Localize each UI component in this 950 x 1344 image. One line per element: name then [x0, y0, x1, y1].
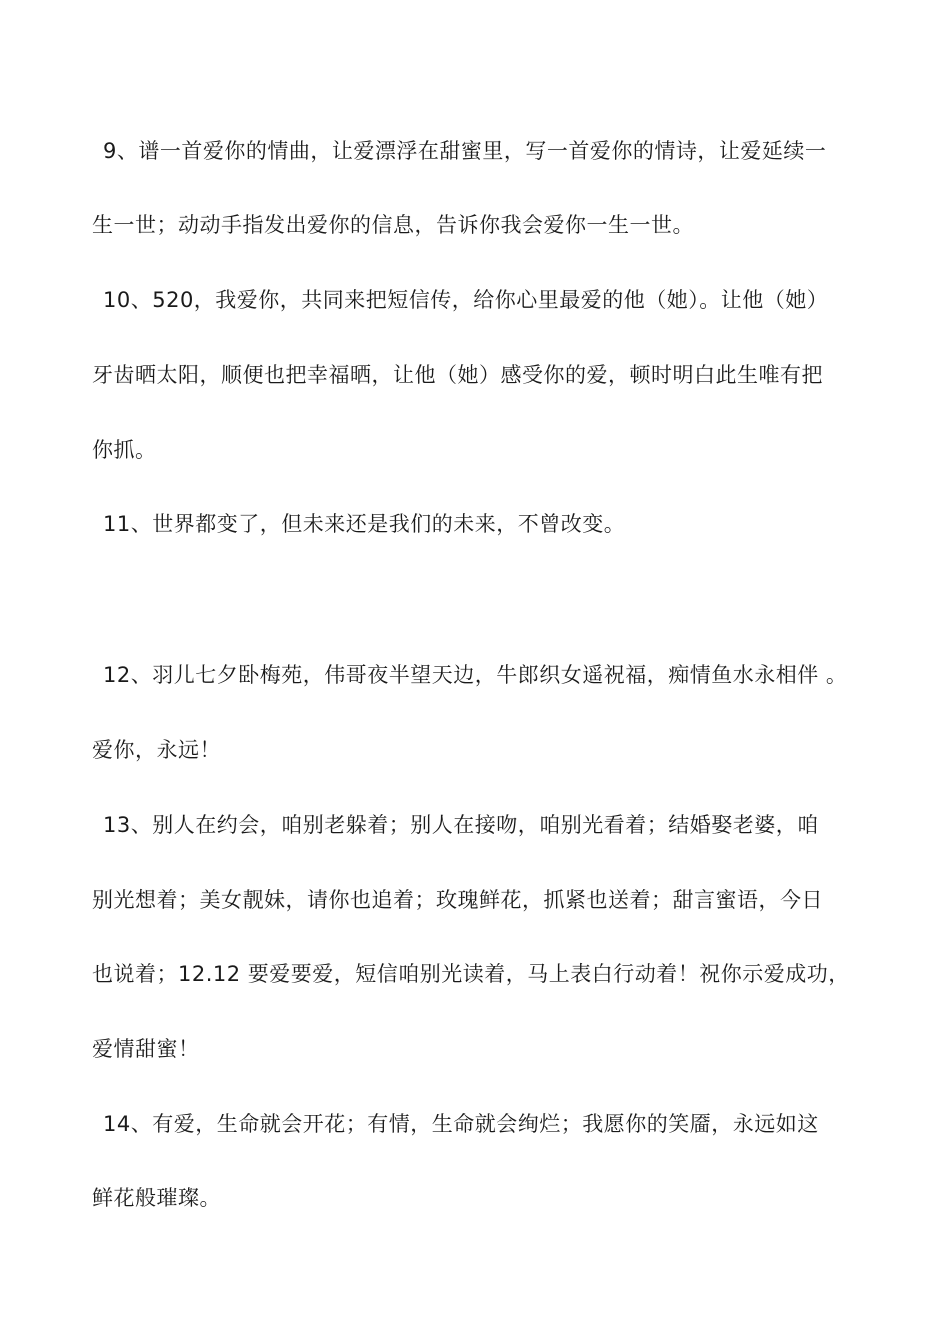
paragraph-10-line-3: 你抓。 — [92, 438, 157, 462]
paragraph-9-line-1: 9、谱一首爱你的情曲，让爱漂浮在甜蜜里，写一首爱你的情诗，让爱延续一 — [103, 139, 827, 163]
paragraph-14-line-1: 14、有爱，生命就会开花；有情，生命就会绚烂；我愿你的笑靥，永远如这 — [103, 1112, 819, 1136]
paragraph-13-line-1: 13、别人在约会，咱别老躲着；别人在接吻，咱别光看着；结婚娶老婆，咱 — [103, 813, 819, 837]
paragraph-14-line-2: 鲜花般璀璨。 — [92, 1186, 221, 1210]
paragraph-13-line-4: 爱情甜蜜！ — [92, 1037, 200, 1061]
paragraph-9-line-2: 生一世；动动手指发出爱你的信息，告诉你我会爱你一生一世。 — [92, 213, 694, 237]
paragraph-13-line-3: 也说着；12.12 要爱要爱，短信咱别光读着，马上表白行动着！祝你示爱成功， — [92, 962, 850, 986]
paragraph-12-line-2: 爱你，永远！ — [92, 738, 221, 762]
paragraph-12-line-1: 12、羽儿七夕卧梅苑，伟哥夜半望天边，牛郎织女遥祝福，痴情鱼水永相伴 。 — [103, 663, 848, 687]
paragraph-11-line-1: 11、世界都变了，但未来还是我们的未来，不曾改变。 — [103, 512, 626, 536]
paragraph-10-line-2: 牙齿晒太阳，顺便也把幸福晒，让他（她）感受你的爱，顿时明白此生唯有把 — [92, 363, 823, 387]
paragraph-10-line-1: 10、520，我爱你，共同来把短信传，给你心里最爱的他（她）。让他（她） — [103, 288, 829, 312]
paragraph-13-line-2: 别光想着；美女靓妹，请你也追着；玫瑰鲜花，抓紧也送着；甜言蜜语，今日 — [92, 888, 823, 912]
